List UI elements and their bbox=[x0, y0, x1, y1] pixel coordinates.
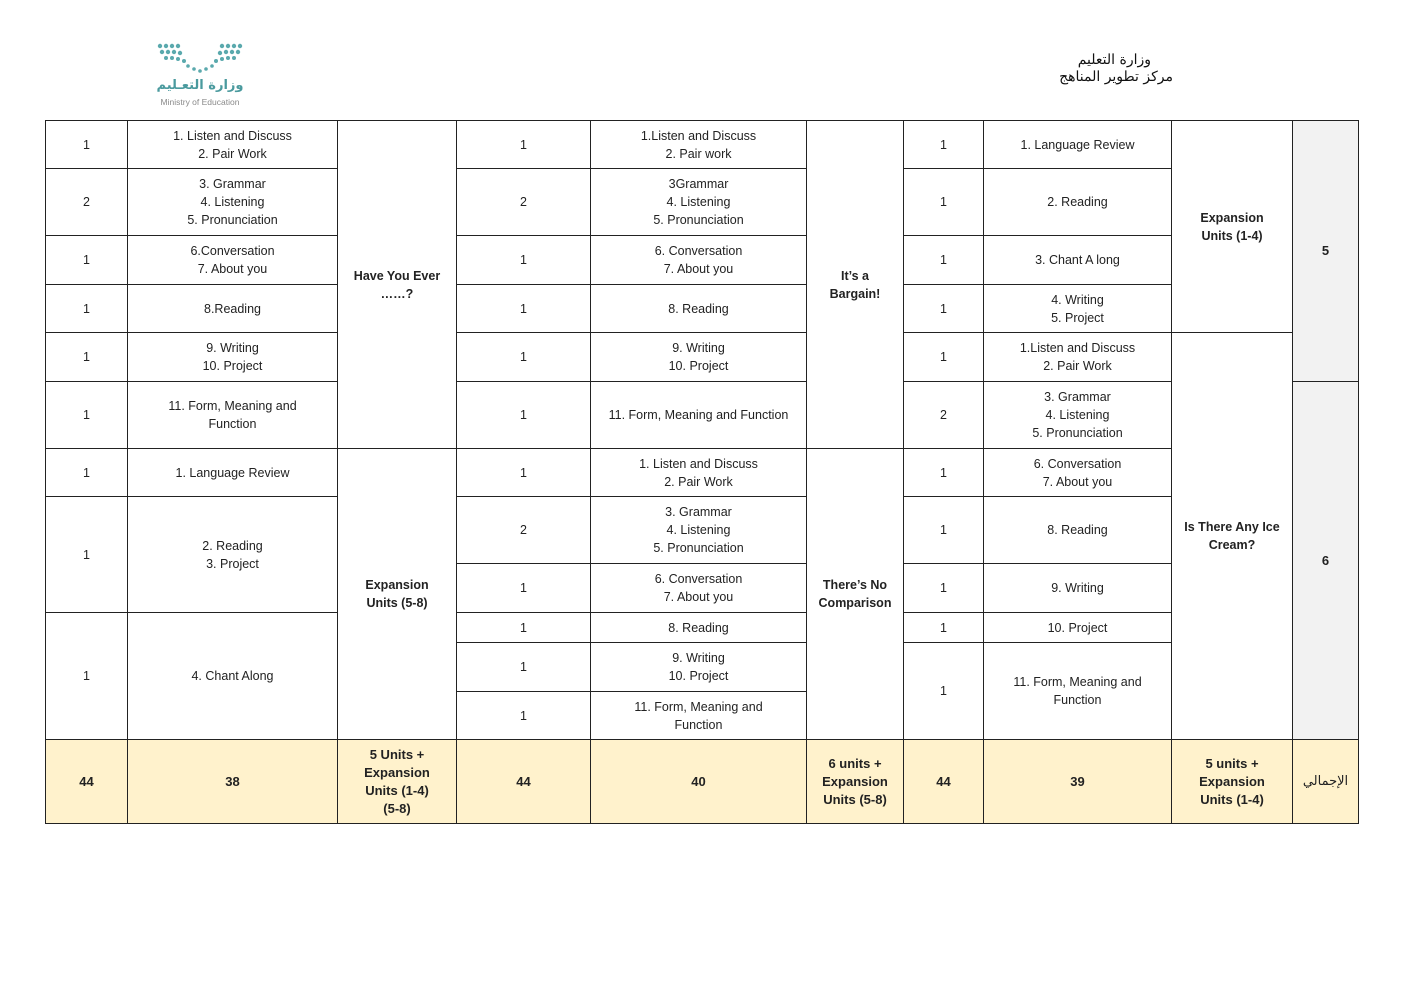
periods-cell: 1 bbox=[457, 692, 591, 740]
periods-cell: 1 bbox=[457, 382, 591, 449]
document-header bbox=[1059, 52, 1173, 86]
lesson-cell: 2. Reading bbox=[984, 169, 1172, 236]
unit-cell: Expansion Units (5-8) bbox=[338, 449, 457, 740]
lesson-cell: 8. Reading bbox=[591, 285, 807, 333]
periods-cell: 1 bbox=[46, 613, 128, 740]
lesson-cell: 1. Language Review bbox=[984, 121, 1172, 169]
logo-emblem-icon bbox=[150, 40, 250, 80]
table-row bbox=[46, 169, 1359, 236]
periods-cell: 1 bbox=[46, 449, 128, 497]
lesson-cell: 8. Reading bbox=[984, 497, 1172, 564]
lesson-cell: 9. Writing bbox=[984, 564, 1172, 613]
total-units-cell: 5 units + Expansion Units (1-4) bbox=[1172, 740, 1293, 824]
lesson-cell: 1. Listen and Discuss 2. Pair Work bbox=[128, 121, 338, 169]
lesson-cell: 1.Listen and Discuss 2. Pair work bbox=[591, 121, 807, 169]
unit-cell: Have You Ever ……? bbox=[338, 121, 457, 449]
lesson-cell: 6.Conversation 7. About you bbox=[128, 236, 338, 285]
unit-cell: It’s a Bargain! bbox=[807, 121, 904, 449]
lesson-cell: 1.Listen and Discuss 2. Pair Work bbox=[984, 333, 1172, 382]
total-periods-cell: 44 bbox=[457, 740, 591, 824]
periods-cell: 2 bbox=[457, 497, 591, 564]
table-row bbox=[46, 236, 1359, 285]
periods-cell: 1 bbox=[457, 285, 591, 333]
lesson-cell: 6. Conversation 7. About you bbox=[591, 236, 807, 285]
lesson-cell: 4. Chant Along bbox=[128, 613, 338, 740]
lesson-cell: 11. Form, Meaning and Function bbox=[591, 692, 807, 740]
lesson-cell: 8. Reading bbox=[591, 613, 807, 643]
periods-cell: 1 bbox=[46, 333, 128, 382]
table-row bbox=[46, 449, 1359, 497]
periods-cell: 1 bbox=[904, 497, 984, 564]
totals-row bbox=[46, 740, 1359, 824]
periods-cell: 1 bbox=[457, 333, 591, 382]
periods-cell: 2 bbox=[904, 382, 984, 449]
ministry-name: وزارة التعليم bbox=[1077, 52, 1151, 68]
lesson-plan-table bbox=[45, 120, 1359, 824]
total-lessons-cell: 38 bbox=[128, 740, 338, 824]
periods-cell: 1 bbox=[904, 169, 984, 236]
periods-cell: 1 bbox=[904, 285, 984, 333]
total-lessons-cell: 40 bbox=[591, 740, 807, 824]
lesson-cell: 9. Writing 10. Project bbox=[591, 643, 807, 692]
lesson-cell: 3. Grammar 4. Listening 5. Pronunciation bbox=[591, 497, 807, 564]
lesson-cell: 3Grammar 4. Listening 5. Pronunciation bbox=[591, 169, 807, 236]
lesson-cell: 3. Grammar 4. Listening 5. Pronunciation bbox=[128, 169, 338, 236]
logo-arabic-text: وزارة التعـليم bbox=[156, 78, 244, 93]
total-lessons-cell: 39 bbox=[984, 740, 1172, 824]
periods-cell: 1 bbox=[457, 564, 591, 613]
table-row bbox=[46, 613, 1359, 643]
lesson-cell: 1. Listen and Discuss 2. Pair Work bbox=[591, 449, 807, 497]
lesson-cell: 6. Conversation 7. About you bbox=[591, 564, 807, 613]
table-row bbox=[46, 382, 1359, 449]
periods-cell: 1 bbox=[457, 643, 591, 692]
table-row bbox=[46, 121, 1359, 169]
periods-cell: 1 bbox=[46, 236, 128, 285]
total-periods-cell: 44 bbox=[46, 740, 128, 824]
table-row bbox=[46, 333, 1359, 382]
lesson-cell: 10. Project bbox=[984, 613, 1172, 643]
table-row bbox=[46, 285, 1359, 333]
lesson-cell: 11. Form, Meaning and Function bbox=[128, 382, 338, 449]
ministry-logo bbox=[150, 40, 250, 112]
week-cell: 6 bbox=[1293, 382, 1359, 740]
logo-english-text: Ministry of Education bbox=[160, 97, 240, 107]
lesson-cell: 11. Form, Meaning and Function bbox=[591, 382, 807, 449]
unit-cell: Is There Any Ice Cream? bbox=[1172, 333, 1293, 740]
total-label-cell: الإجمالي bbox=[1293, 740, 1359, 824]
periods-cell: 1 bbox=[904, 333, 984, 382]
unit-cell: Expansion Units (1-4) bbox=[1172, 121, 1293, 333]
periods-cell: 1 bbox=[904, 643, 984, 740]
lesson-cell: 3. Chant A long bbox=[984, 236, 1172, 285]
periods-cell: 1 bbox=[46, 382, 128, 449]
lesson-cell: 9. Writing 10. Project bbox=[591, 333, 807, 382]
periods-cell: 1 bbox=[457, 449, 591, 497]
periods-cell: 2 bbox=[457, 169, 591, 236]
unit-cell: There’s No Comparison bbox=[807, 449, 904, 740]
lesson-cell: 3. Grammar 4. Listening 5. Pronunciation bbox=[984, 382, 1172, 449]
periods-cell: 1 bbox=[904, 564, 984, 613]
periods-cell: 1 bbox=[904, 121, 984, 169]
lesson-cell: 6. Conversation 7. About you bbox=[984, 449, 1172, 497]
total-units-cell: 6 units + Expansion Units (5-8) bbox=[807, 740, 904, 824]
periods-cell: 1 bbox=[457, 121, 591, 169]
lesson-cell: 2. Reading 3. Project bbox=[128, 497, 338, 613]
lesson-cell: 1. Language Review bbox=[128, 449, 338, 497]
lesson-cell: 8.Reading bbox=[128, 285, 338, 333]
periods-cell: 1 bbox=[904, 613, 984, 643]
periods-cell: 1 bbox=[46, 497, 128, 613]
periods-cell: 1 bbox=[904, 236, 984, 285]
lesson-cell: 4. Writing 5. Project bbox=[984, 285, 1172, 333]
periods-cell: 2 bbox=[46, 169, 128, 236]
week-cell: 5 bbox=[1293, 121, 1359, 382]
periods-cell: 1 bbox=[904, 449, 984, 497]
periods-cell: 1 bbox=[46, 285, 128, 333]
table-row bbox=[46, 497, 1359, 564]
periods-cell: 1 bbox=[46, 121, 128, 169]
total-periods-cell: 44 bbox=[904, 740, 984, 824]
periods-cell: 1 bbox=[457, 613, 591, 643]
curriculum-center-name: مركز تطوير المناهج bbox=[1059, 69, 1173, 85]
lesson-cell: 11. Form, Meaning and Function bbox=[984, 643, 1172, 740]
total-units-cell: 5 Units + Expansion Units (1-4) (5-8) bbox=[338, 740, 457, 824]
lesson-cell: 9. Writing 10. Project bbox=[128, 333, 338, 382]
periods-cell: 1 bbox=[457, 236, 591, 285]
